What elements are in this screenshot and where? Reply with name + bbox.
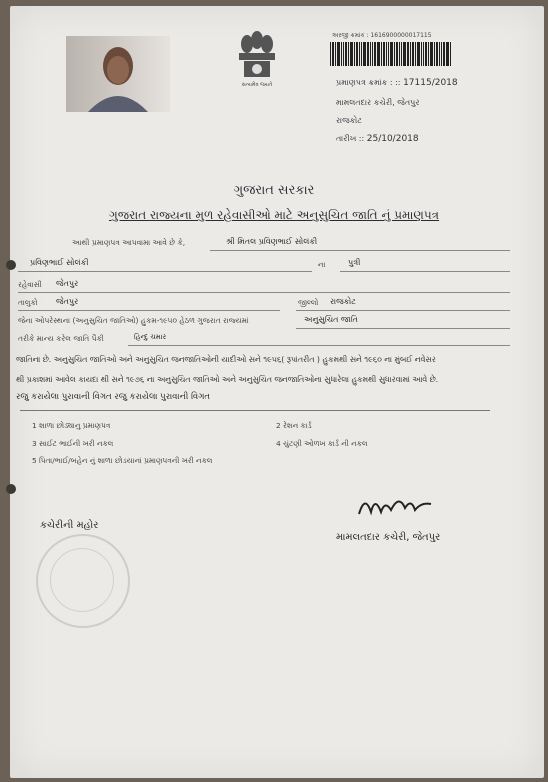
applicant-photo [66, 36, 170, 112]
proof-item: 1 શાળા છોડ્યાનુ પ્રમાણપત્ર [32, 421, 111, 430]
proofs-list [20, 410, 490, 467]
taluka: જેતપુર [56, 297, 79, 306]
government-title: ગુજરાત સરકાર [233, 183, 315, 198]
issuing-district: રાજકોટ [336, 116, 362, 125]
proof-item: 3 સાઈટ ભાઈની ખરી નકલ [32, 439, 114, 448]
relation: પુત્રી [348, 258, 361, 267]
applicant-name: શ્રી મિતલ પ્રવિણભાઈ સોલંકી [226, 237, 318, 246]
certificate-number-label: પ્રમાણપત્ર ક્રમાંક : :: [336, 78, 401, 87]
issue-date: 25/10/2018 [366, 134, 419, 144]
caste-label: તરીકે માન્ય કરેલ જાતિ પૈકી [18, 334, 104, 343]
issue-date-label: તારીખ :: [336, 134, 365, 143]
office-seal-label: કચેરીની મહોર [40, 520, 99, 531]
field-underline [128, 345, 510, 346]
issue-date-row [336, 134, 419, 144]
signature-icon [355, 490, 435, 520]
certificate-number: 17115/2018 [403, 78, 458, 88]
certificate-number-row [336, 78, 458, 88]
resident: જેતપુર [56, 279, 79, 288]
proofs-heading: રજુ કરાયેલા પુરાવાની વિગત રજુ કરાયેલા પુરાવાની વિગત [16, 392, 211, 402]
field-underline [18, 271, 312, 272]
caste: હિન્દુ ચમાર [134, 333, 167, 341]
office-seal-stamp [36, 534, 130, 628]
emblem-caption: સત્યમેવ જયતે [241, 82, 273, 88]
field-underline [210, 250, 510, 251]
barcode [330, 42, 490, 66]
certificate-title: ગુજરાત રાજ્યના મુળ રહેવાસીઓ માટે અનુસુચિત જાતિ નું પ્રમાણપત્ર [108, 208, 440, 222]
issuing-office: મામલતદાર કચેરી, જેતપુર [336, 98, 420, 107]
proof-item: 5 પિતા/ભાઈ/બહેન નું શાળા છોડયાનાં પ્રમાણપત્રની ખરી નકલ [32, 456, 213, 465]
field-underline [296, 328, 510, 329]
resident-label: રહેવાસી [18, 280, 42, 289]
relation-label: ના [318, 260, 326, 269]
certify-label: આથી પ્રમાણપત્ર આપવામા આવે છે કે, [72, 238, 186, 247]
declaration-line-1: જાતિના છે. અનુસુચિત જાતિઓ અને અનુસુચિત જનજાતિઓની યાદીઓ સને ૧૯૫૬( રૂપાંતરીત ) હુકમથી સને ૧૯૬૦ ના મુંબઈ નવેસર [16, 355, 436, 364]
application-number: અરજી ક્રમાંક : 1616900000017115 [332, 32, 432, 39]
field-underline [296, 310, 510, 311]
field-underline [18, 292, 510, 293]
father-name: પ્રવિણભાઈ સોલંકી [30, 258, 89, 267]
field-underline [18, 310, 280, 311]
declaration-line-2: થી પ્રકાશમાં આવેલ કાયદા થી સને ૧૯૭૬ ના અનુસુચિત જાતિઓ અને અનુસુચિત જનજાતિઓના સુધારેલા હુકમથી સુધારવામાં આવે છે. [16, 375, 439, 384]
district: રાજકોટ [330, 297, 356, 306]
field-underline [340, 271, 510, 272]
order-label: જેના ઓપરેસ્થના (અનુસુચિત જાતિઓ) હુકમ-૧૯૫૦ હેઠળ ગુજરાત રાજ્યમાં [18, 316, 249, 325]
punch-hole [6, 260, 16, 270]
proof-item: 4 ચુંટણી ઓળખ કાર્ડ ની નકલ [276, 439, 368, 448]
punch-hole [6, 484, 16, 494]
proof-item: 2 રેશન કાર્ડ [276, 421, 312, 430]
issuing-officer: મામલતદાર કચેરી, જેતપુર [336, 532, 441, 543]
category: અનુસુચિત જાતિ [304, 315, 358, 324]
taluka-label: તાલુકો [18, 298, 38, 307]
district-label: જીલ્લો [298, 298, 319, 307]
